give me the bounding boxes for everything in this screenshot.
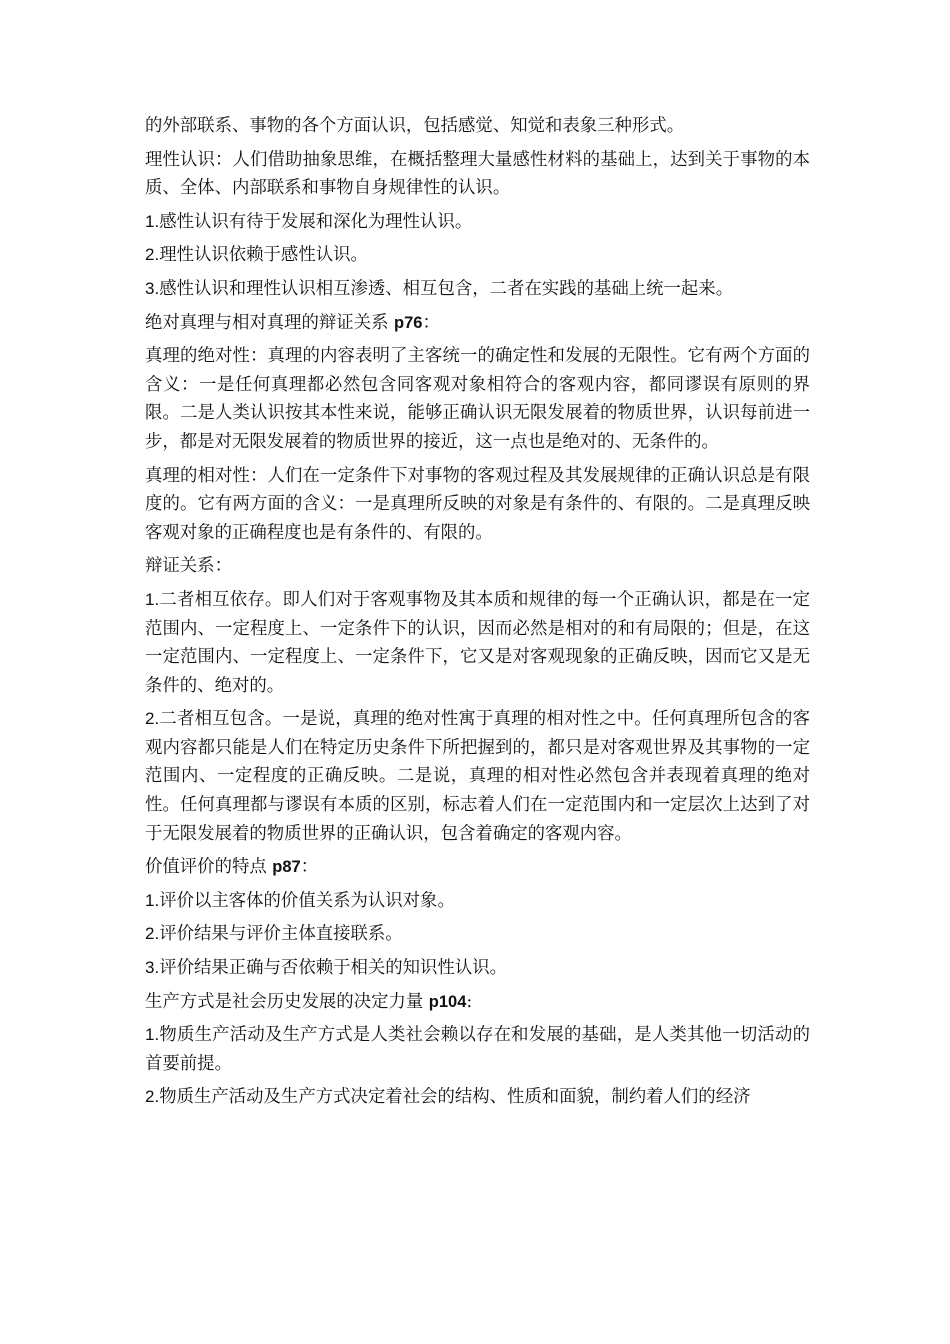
section-heading (145, 853, 810, 882)
list-number: 1. (145, 211, 160, 231)
document-body (145, 112, 810, 1117)
section-heading (145, 309, 810, 338)
list-item-text: 感性认识和理性认识相互渗透、相互包含，二者在实践的基础上统一起来。 (159, 278, 734, 299)
list-item (145, 208, 810, 237)
list-number: 1. (145, 890, 160, 910)
list-item (145, 920, 810, 949)
list-number: 1. (145, 1025, 160, 1045)
page-reference: p76 (394, 313, 423, 332)
paragraph (145, 552, 810, 581)
list-item (145, 241, 810, 270)
list-item-text: 评价以主客体的价值关系为认识对象。 (159, 890, 455, 911)
paragraph (145, 112, 810, 141)
paragraph-text: 辩证关系： (145, 556, 232, 577)
list-item (145, 1021, 810, 1078)
list-item (145, 275, 810, 304)
page-reference: p104 (428, 992, 467, 1011)
list-item (145, 954, 810, 983)
page-reference: p87 (272, 858, 301, 877)
list-item (145, 887, 810, 916)
list-item-text: 二者相互包含。一是说，真理的绝对性寓于真理的相对性之中。任何真理所包含的客观内容都只能是人们在特定历史条件下所把握到的，都只是对客观世界及其事物的一定范围内、一定程度的正确反映。二是说，真理的相对性必然包含并表现着真理的绝对性。任何真理都与谬误有本质的区别，标志着人们在一定范围内和一定层次上达到了对于无限发展着的物质世界的正确认识，包含着确定的客观内容。 (145, 709, 810, 844)
list-number: 2. (145, 924, 160, 944)
list-item-text: 物质生产活动及生产方式决定着社会的结构、性质和面貌，制约着人们的经济 (159, 1087, 751, 1108)
heading-text: 生产方式是社会历史发展的决定力量 (145, 991, 429, 1012)
list-item-text: 二者相互依存。即人们对于客观事物及其本质和规律的每一个正确认识，都是在一定范围内、一定程度上、一定条件下的认识，因而必然是相对的和有局限的；但是，在这一定范围内、一定程度上、一定条件下，它又是对客观现象的正确反映，因而它又是无条件的、绝对的。 (145, 589, 810, 696)
heading-colon: ： (300, 857, 319, 878)
paragraph (145, 146, 810, 203)
paragraph-text: 的外部联系、事物的各个方面认识，包括感觉、知觉和表象三种形式。 (145, 116, 685, 136)
paragraph-text: 真理的绝对性：真理的内容表明了主客统一的确定性和发展的无限性。它有两个方面的含义：一是任何真理都必然包含同客观对象相符合的客观内容，都同谬误有原则的界限。二是人类认识按其本性来说，能够正确认识无限发展着的物质世界，认识每前进一步，都是对无限发展着的物质世界的接近，这一点也是绝对的、无条件的。 (145, 346, 810, 452)
list-item-text: 理性认识依赖于感性认识。 (159, 245, 368, 266)
heading-text: 价值评价的特点 (145, 857, 273, 878)
heading-text: 绝对真理与相对真理的辩证关系 (145, 312, 394, 333)
heading-colon: ： (422, 312, 440, 333)
heading-colon: : (466, 991, 473, 1012)
list-number: 2. (145, 245, 160, 265)
list-number: 1. (145, 589, 160, 609)
list-number: 3. (145, 278, 160, 298)
section-heading (145, 988, 810, 1017)
paragraph (145, 462, 810, 548)
paragraph-text: 真理的相对性：人们在一定条件下对事物的客观过程及其发展规律的正确认识总是有限度的。它有两方面的含义：一是真理所反映的对象是有条件的、有限的。二是真理反映客观对象的正确程度也是有条件的、有限的。 (145, 465, 810, 543)
list-number: 3. (145, 958, 160, 978)
list-number: 2. (145, 709, 160, 729)
list-number: 2. (145, 1087, 160, 1107)
list-item-text: 评价结果与评价主体直接联系。 (159, 924, 403, 945)
paragraph (145, 342, 810, 456)
list-item-text: 评价结果正确与否依赖于相关的知识性认识。 (159, 958, 508, 979)
paragraph-text: 理性认识：人们借助抽象思维，在概括整理大量感性材料的基础上，达到关于事物的本质、全体、内部联系和事物自身规律性的认识。 (145, 149, 810, 199)
list-item-text: 感性认识有待于发展和深化为理性认识。 (159, 211, 473, 232)
list-item (145, 705, 810, 848)
list-item-text: 物质生产活动及生产方式是人类社会赖以存在和发展的基础，是人类其他一切活动的首要前提。 (145, 1025, 810, 1074)
list-item (145, 586, 810, 700)
list-item (145, 1083, 810, 1112)
